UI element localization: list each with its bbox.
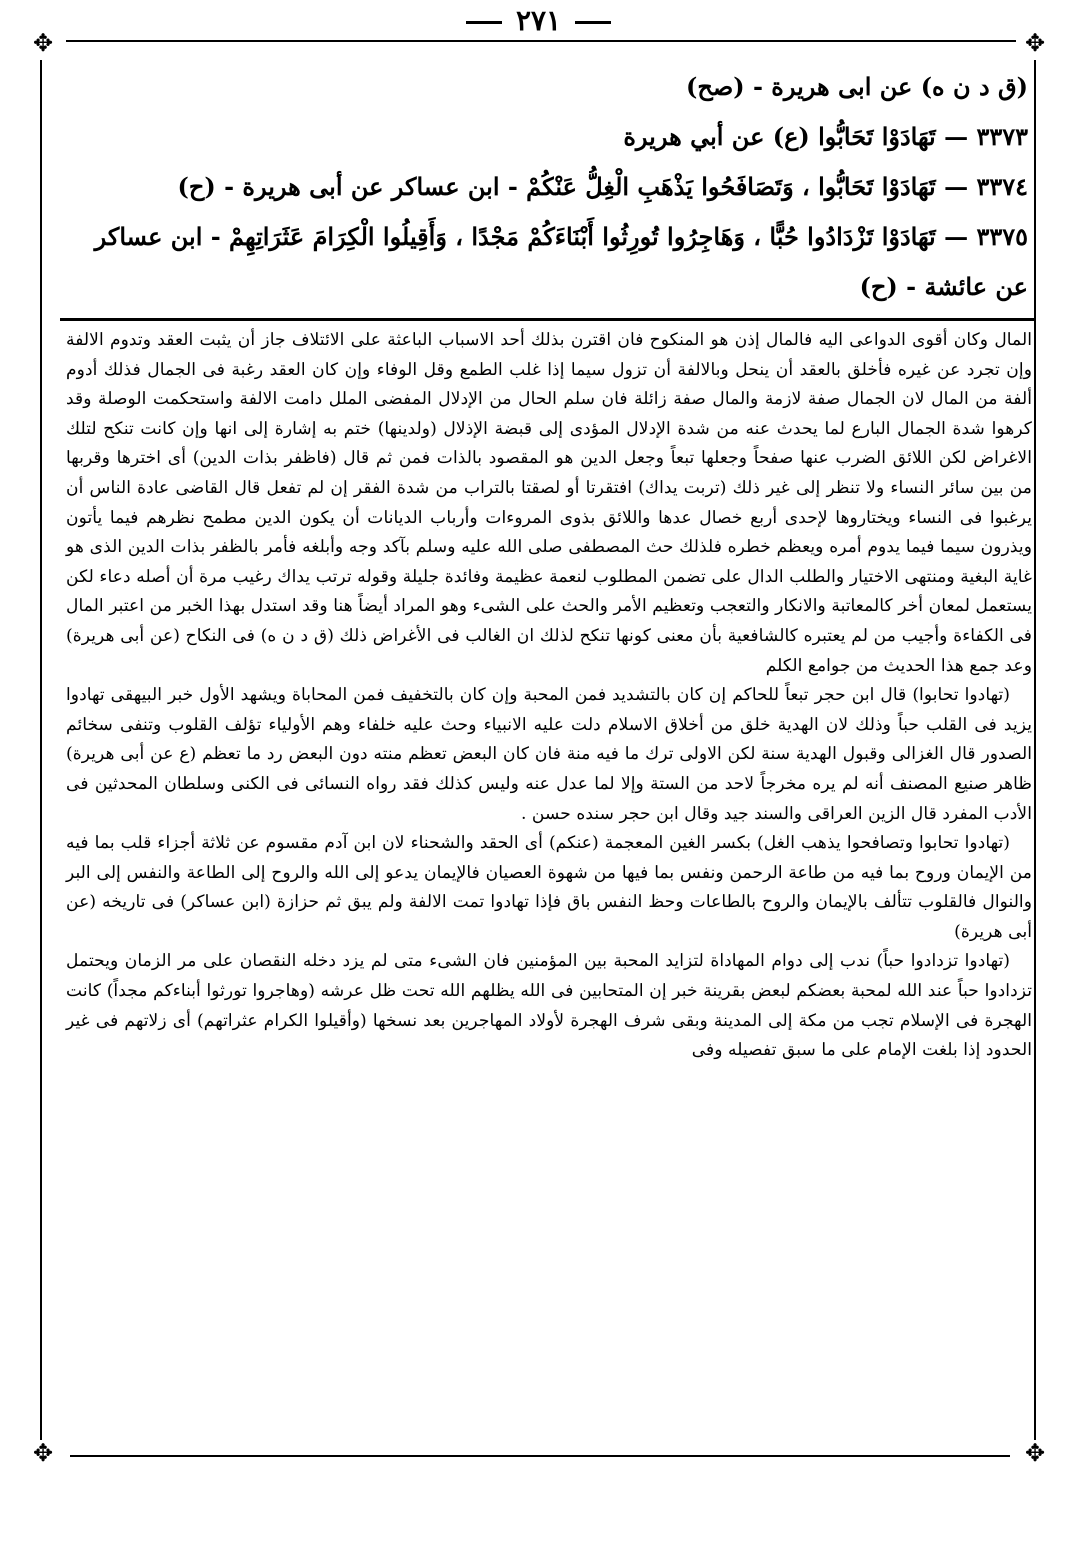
page-number-text: ٢٧١ [515, 4, 562, 37]
page-number [0, 6, 1077, 36]
frame-bottom-line [70, 1455, 1010, 1457]
corner-ornament-icon: ✥ [32, 29, 54, 57]
hadith-line: ٣٣٧٥ — تَهَادَوْا تَزْدَادُوا حُبًّا ، وَهَاجِرُوا تُورِثُوا أَبْنَاءَكُمْ مَجْدًا ، وَأَقِيلُوا الْكِرَامَ عَثَرَاتِهِمْ - ابن عساكر [94, 222, 1028, 251]
commentary-paragraph: المال وكان أقوى الدواعى اليه فالمال إذن هو المنكوح فان اقترن بذلك أحد الاسباب الباعثة على الائتلاف جاز أن يثبت العقد وتدوم الالفة وإن تجرد عن غيره فأخلق بالعقد أن ينحل وبالالفة أن تزول سيما إذا غلب الطمع وقل الوفاء وإن كان العقد رغبة فى الجمال فذلك أدوم ألفة من المال لان الجمال صفة لازمة والمال صفة زائلة فان سلم الحال من الإدلال المفضى الملل دامت الالفة واستحكمت الوصلة وقد كرهوا شدة الجمال البارع لما يحدث عنه من شدة الإدلال المؤدى إلى قبضة الإذلال (ولدينها) ختم به إشارة إلى انها وإن كانت تنكح لتلك الاغراض لكن اللائق الضرب عنها صفحاً وجعلها تبعاً وجعل الدين هو المقصود بالذات فمن ثم قال (فاظفر بذات الدين) أى اخترها وقربها من بين سائر النساء ولا تنظر إلى غير ذلك (تربت يداك) افتقرتا أو لصقتا بالتراب من شدة الفقر إن لم تفعل قال القاضى عادة الناس أن يرغبوا فى النساء ويختاروها لإحدى أربع خصال عدها واللائق بذوى المروءات وأرباب الديانات أن يكون الدين مطمح نظرهم فيما يأتون ويذرون سيما فيما يدوم أمره ويعظم خطره فلذلك حث المصطفى صلى الله عليه وسلم بآكد وجه وأبلغه فأمر بالظفر بذات الدين الذى هو غاية البغية ومنتهى الاختيار والطلب الدال على تضمن المطلوب لنعمة عظيمة وفائدة جليلة وقوله ترتب يداك رغيب مرة أن أصله دعاء لكن يستعمل لمعان أخر كالمعاتبة والانكار والتعجب وتعظيم الأمر والحث على الشىء وهو المراد أيضاً هنا وقد استدل بهذا الخبر من اعتبر المال فى الكفاءة وأجيب من لم يعتبره كالشافعية بأن معنى كونها تنكح لذلك ان الغالب فى الأغراض ذلك (ق د ن ه) فى النكاح (عن أبى هريرة) وعد جمع هذا الحديث من جوامع الكلم [66, 330, 1032, 676]
hadith-line: ٣٣٧٤ — تَهَادَوْا تَحَابُّوا ، وَتَصَافَحُوا يَذْهَبِ الْغِلُّ عَنْكُمْ - ابن عساكر عن أبى هريرة - (ح) [177, 172, 1028, 201]
page-number-dash-left [466, 21, 502, 24]
commentary-paragraph: (تهادوا تحابوا وتصافحوا يذهب الغل) بكسر الغين المعجمة (عنكم) أى الحقد والشحناء لان ابن آدم مقسوم عن ثلاثة أجزاء قلب بما فيه من الإيمان وروح بما فيه من طاعة الرحمن ونفس بما فيها من شهوة العصيان فالإيمان يدعو إلى الله والروح إلى الطاعة والنفس إلى البر والنوال فالقلوب تتألف بالإيمان والروح بالطاعات وحظ النفس باق فإذا تهادوا تمت الالفة ولم يبق ثم حزازة (ابن عساكر) فى تاريخه (عن أبى هريرة) [66, 833, 1032, 942]
hadith-line: ٣٣٧٣ — تَهَادَوْا تَحَابُّوا (ع) عن أبي هريرة [623, 122, 1028, 151]
corner-ornament-icon: ✥ [1024, 29, 1046, 57]
section-divider [60, 318, 1035, 321]
commentary [66, 326, 1032, 1066]
frame-top-line [66, 40, 1016, 42]
hadith-line: عن عائشة - (ح) [859, 272, 1028, 301]
page-number-dash-right [575, 21, 611, 24]
frame-left-line [40, 60, 42, 1440]
hadith-block [70, 62, 1028, 312]
commentary-paragraph: (تهادوا تزدادوا حباً) ندب إلى دوام المهاداة لتزايد المحبة بين المؤمنين فان الشىء متى لم يزد دخله النقصان على مر الزمان ويحتمل تزدادوا حباً عند الله لمحبة بعضكم لبعض بقرينة خبر إن المتحابين فى الله يظلهم الله تحت ظل عرشه (وهاجروا تورثوا أبناءكم مجداً) كانت الهجرة فى الإسلام تجب من مكة إلى المدينة وبقى شرف الهجرة لأولاد المهاجرين بعد نسخها (وأقيلوا الكرام عثراتهم) أى زلاتهم فى غير الحدود إذا بلغت الإمام على ما سبق تفصيله وفى [66, 951, 1032, 1061]
frame-right-line [1034, 60, 1036, 1440]
corner-ornament-icon: ✥ [32, 1439, 54, 1467]
hadith-line: (ق د ن ه) عن ابى هريرة - (صح) [686, 72, 1028, 101]
corner-ornament-icon: ✥ [1024, 1439, 1046, 1467]
commentary-paragraph: (تهادوا تحابوا) قال ابن حجر تبعاً للحاكم إن كان بالتشديد فمن المحبة وإن كان بالتخفيف فمن المحاباة ويشهد الأول خبر البيهقى تهادوا يزيد فى القلب حباً وذلك لان الهدية خلق من أخلاق الاسلام دلت عليه الانبياء وحث عليه خلفاء وهم الأولياء تؤلف القلوب وتنفى سخائم الصدور قال الغزالى وقبول الهدية سنة لكن الاولى ترك ما فيه منة فان كان البعض تعظم منته دون البعض رد ما تعظم (ع عن أبى هريرة) ظاهر صنيع المصنف أنه لم يره مخرجاً لاحد من الستة وإلا لما عدل عنه وليس كذلك فقد رواه النسائى فى الكنى وسلطان المحدثين فى الأدب المفرد قال الزين العراقى والسند جيد وقال ابن حجر سنده حسن . [66, 685, 1033, 824]
